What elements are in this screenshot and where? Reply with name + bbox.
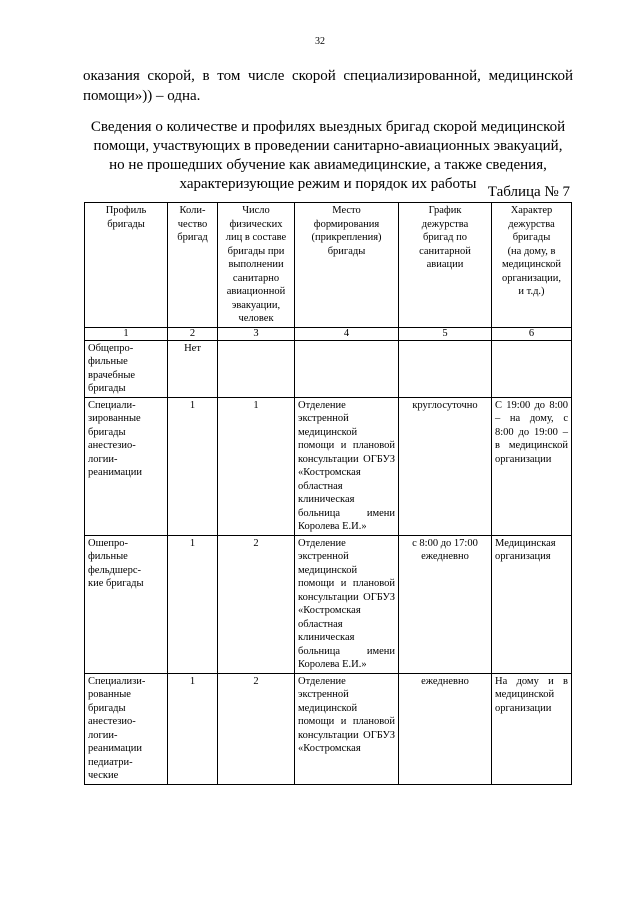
cell-character: Медицинская организация [492,535,572,673]
header-profile: Профиль бригады [85,203,168,328]
column-number: 2 [168,327,218,340]
cell-place [295,340,399,397]
column-number: 6 [492,327,572,340]
cell-persons: 1 [218,397,295,535]
cell-character [492,340,572,397]
column-number: 3 [218,327,295,340]
table-label: Таблица № 7 [487,184,570,200]
column-number: 4 [295,327,399,340]
header-place: Место формирования (прикрепления) бригады [295,203,399,328]
table-row [85,535,572,673]
cell-character: На дому и в медицинской организации [492,673,572,784]
cell-count: 1 [168,397,218,535]
table-row [85,673,572,784]
cell-count: 1 [168,673,218,784]
column-number: 5 [399,327,492,340]
header-persons: Число физических лиц в составе бригады при выполнении санитарно авиационной эвакуации, человек [218,203,295,328]
cell-profile: Специализи- рованные бригады анестезио- логии- реанимации педиатри- ческие [85,673,168,784]
cell-count: Нет [168,340,218,397]
cell-schedule [399,340,492,397]
cell-character: С 19:00 до 8:00 – на дому, с 8:00 до 19:00 – в медицинской организации [492,397,572,535]
cell-persons: 2 [218,535,295,673]
header-schedule: График дежурства бригад по санитарной авиации [399,203,492,328]
header-character: Характер дежурства бригады (на дому, в медицинской организации, и т.д.) [492,203,572,328]
column-number-row [85,327,572,340]
table-header-row [85,203,572,328]
header-count: Коли- чество бригад [168,203,218,328]
cell-schedule: круглосуточно [399,397,492,535]
cell-profile: Ошепро- фильные фельдшерс- кие бригады [85,535,168,673]
cell-persons: 2 [218,673,295,784]
section-heading: Сведения о количестве и профилях выездных бригад скорой медицинской помощи, участвующих в проведении санитарно-авиационных эвакуаций, но не прошедших обучение как авиамедицинские, а также сведения, характеризующие режим и порядок их работы [90,119,566,192]
intro-line-2: помощи»)) – одна. [83,88,201,104]
cell-schedule: ежедневно [399,673,492,784]
cell-persons [218,340,295,397]
cell-count: 1 [168,535,218,673]
cell-profile: Специали- зированные бригады анестезио- логии- реанимации [85,397,168,535]
brigades-table [84,202,572,785]
column-number: 1 [85,327,168,340]
intro-paragraph [83,66,573,106]
intro-line-1: оказания скорой, в том числе скорой специализированной, медицинской [83,68,573,84]
cell-profile: Общепро- фильные врачебные бригады [85,340,168,397]
table-row [85,340,572,397]
cell-place: Отделение экстренной медицинской помощи и плановой консультации ОГБУЗ «Костромская [295,673,399,784]
cell-place: Отделение экстренной медицинской помощи и плановой консультации ОГБУЗ «Костромская областная клиническая больница имени Королева Е.И.» [295,535,399,673]
page-number: 32 [315,36,325,47]
table-row [85,397,572,535]
cell-schedule: с 8:00 до 17:00 ежедневно [399,535,492,673]
cell-place: Отделение экстренной медицинской помощи и плановой консультации ОГБУЗ «Костромская областная клиническая больница имени Королева Е.И.» [295,397,399,535]
